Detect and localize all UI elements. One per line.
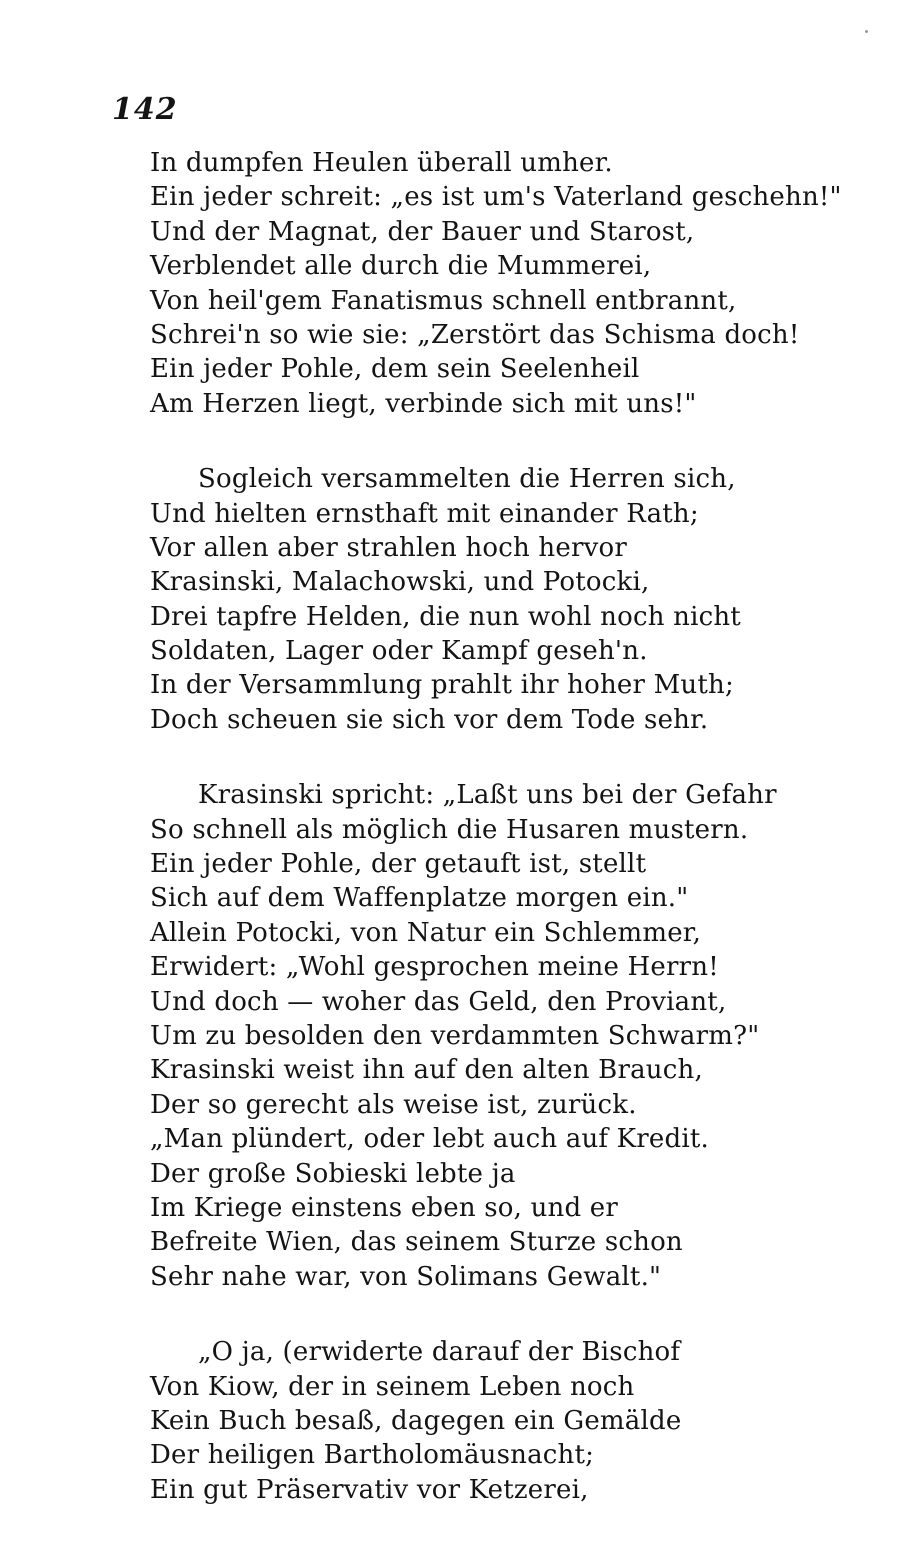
poem-line: Erwidert: „Wohl gesprochen meine Herrn! <box>150 952 719 983</box>
poem-line: Der so gerecht als weise ist, zurück. <box>150 1089 637 1120</box>
poem-line: „Man plündert, oder lebt auch auf Kredit. <box>150 1124 709 1155</box>
stanza-gap <box>150 1294 870 1335</box>
poem-line: Kein Buch besaß, dagegen ein Gemälde <box>150 1405 682 1436</box>
poem-line: Von Kiow, der in seinem Leben noch <box>150 1371 635 1402</box>
poem-text <box>150 146 870 1507</box>
poem-line: So schnell als möglich die Husaren mustern. <box>150 814 749 845</box>
poem-line: In dumpfen Heulen überall umher. <box>150 148 613 178</box>
poem-line: Sich auf dem Waffenplatze morgen ein." <box>150 883 689 914</box>
poem-line: In der Versammlung prahlt ihr hoher Muth; <box>150 670 734 701</box>
poem-line: Der heiligen Bartholomäusnacht; <box>150 1440 595 1471</box>
poem-line: Schrei'n so wie sie: „Zerstört das Schisma doch! <box>150 319 800 350</box>
poem-line: Sehr nahe war, von Solimans Gewalt." <box>150 1261 662 1292</box>
stanza-gap <box>150 737 870 778</box>
poem-line: Und hielten ernsthaft mit einander Rath; <box>150 498 699 529</box>
poem-line: Ein jeder Pohle, der getauft ist, stellt <box>150 849 647 880</box>
stanza-gap <box>150 421 870 462</box>
poem-line: Krasinski weist ihn auf den alten Brauch, <box>150 1055 703 1086</box>
poem-line: Ein jeder Pohle, dem sein Seelenheil <box>150 354 640 385</box>
poem-line: Krasinski spricht: „Laßt uns bei der Gefahr <box>198 780 777 811</box>
poem-line: Im Kriege einstens eben so, und er <box>150 1192 618 1223</box>
page-number: 142 <box>112 92 178 127</box>
poem-line: Soldaten, Lager oder Kampf geseh'n. <box>150 636 648 667</box>
poem-line: Und der Magnat, der Bauer und Starost, <box>150 216 695 247</box>
page-speck <box>865 30 868 33</box>
stanza-3 <box>150 778 870 1294</box>
poem-line: Allein Potocki, von Natur ein Schlemmer, <box>150 917 702 948</box>
poem-line: Am Herzen liegt, verbinde sich mit uns!" <box>150 388 697 419</box>
poem-line: Und doch — woher das Geld, den Proviant, <box>150 986 727 1017</box>
poem-line: Krasinski, Malachowski, und Potocki, <box>150 567 650 598</box>
poem-line: „O ja, (erwiderte darauf der Bischof <box>198 1337 681 1368</box>
poem-line: Doch scheuen sie sich vor dem Tode sehr. <box>150 704 709 735</box>
poem-line: Ein gut Präservativ vor Ketzerei, <box>150 1474 589 1505</box>
poem-line: Befreite Wien, das seinem Sturze schon <box>150 1227 683 1258</box>
poem-line: Sogleich versammelten die Herren sich, <box>198 464 736 495</box>
poem-line: Von heil'gem Fanatismus schnell entbrannt, <box>150 285 737 316</box>
poem-line: Vor allen aber strahlen hoch hervor <box>150 532 627 563</box>
poem-line: Um zu besolden den verdammten Schwarm?" <box>150 1020 760 1051</box>
poem-line: Ein jeder schreit: „es ist um's Vaterland geschehn!" <box>150 182 842 213</box>
poem-line: Der große Sobieski lebte ja <box>150 1158 516 1189</box>
poem-line: Drei tapfre Helden, die nun wohl noch nicht <box>150 601 741 632</box>
stanza-2 <box>150 462 870 737</box>
poem-line: Verblendet alle durch die Mummerei, <box>150 251 652 282</box>
stanza-4 <box>150 1335 870 1507</box>
stanza-1 <box>150 146 870 421</box>
